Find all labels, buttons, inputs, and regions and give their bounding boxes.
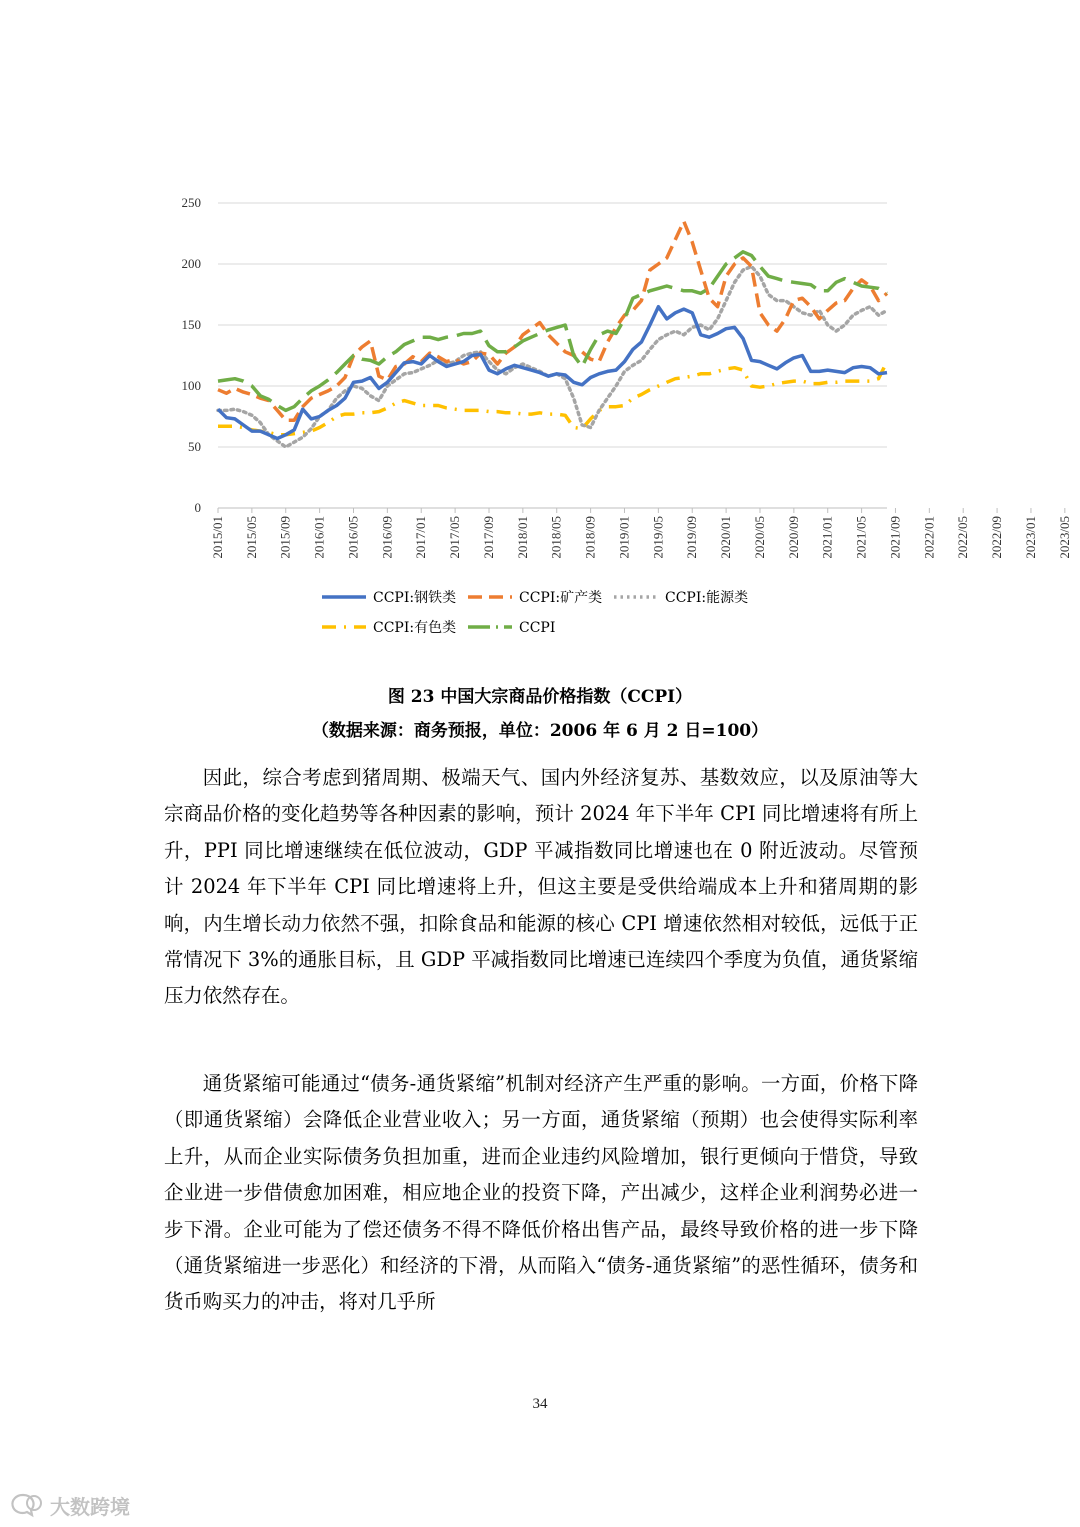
- x-tick-label: 2015/01: [210, 516, 225, 559]
- series-line: [218, 362, 887, 435]
- x-tick-label: 2020/01: [718, 516, 734, 559]
- x-tick-label: 2015/09: [277, 516, 293, 559]
- watermark-text: 大数跨境: [50, 1494, 130, 1519]
- x-tick-label: 2020/09: [785, 516, 801, 559]
- x-tick-label: 2018/09: [582, 516, 598, 559]
- chart-gridlines: [218, 203, 887, 508]
- ccpi-line-chart: [0, 0, 1080, 660]
- x-tick-label: 2022/05: [955, 516, 971, 559]
- x-tick-label: 2018/05: [548, 516, 564, 559]
- x-tick-label: 2021/01: [819, 516, 835, 559]
- legend-label: CCPI:矿产类: [519, 590, 603, 606]
- x-tick-label: 2016/09: [379, 516, 395, 559]
- body-paragraph-1: 因此，综合考虑到猪周期、极端天气、国内外经济复苏、基数效应，以及原油等大宗商品价格的变化趋势等各种因素的影响，预计 2024 年下半年 CPI 同比增速将有所上升，PPI 同比增速继续在低位波动，GDP 平减指数同比增速也在 0 附近波动。尽管预计 2024 年下半年 CPI 同比增速将上升，但这主要是受供给端成本上升和猪周期的影响，内生增长动力依然不强，扣除食品和能源的核心 CPI 增速依然相对较低，远低于正常情况下 3%的通胀目标，且 GDP 平减指数同比增速已连续四个季度为负值，通货紧缩压力依然存在。: [164, 766, 918, 1008]
- x-tick-label: 2023/01: [1022, 516, 1038, 559]
- x-tick-label: 2019/05: [650, 516, 666, 559]
- x-tick-label: 2021/05: [853, 516, 869, 559]
- y-axis-ticks: [182, 195, 202, 515]
- x-tick-label: 2017/05: [447, 516, 463, 559]
- chat-bubble-logo-icon: [10, 1492, 44, 1518]
- x-axis-ticks: [210, 508, 1080, 559]
- x-tick-label: 2016/05: [345, 516, 361, 559]
- y-tick-label: 0: [194, 500, 201, 515]
- figure-caption: 图 23 中国大宗商品价格指数（CCPI）: [387, 687, 693, 707]
- x-tick-label: 2023/05: [1056, 516, 1072, 559]
- series-line: [218, 221, 887, 420]
- x-tick-label: 2022/01: [921, 516, 937, 559]
- figure-source-note: （数据来源：商务预报，单位：2006 年 6 月 2 日=100）: [311, 721, 769, 741]
- page-number: 34: [532, 1396, 548, 1412]
- series-line: [218, 266, 887, 447]
- y-tick-label: 50: [188, 439, 201, 454]
- x-tick-label: 2019/01: [616, 516, 632, 559]
- x-tick-label: 2019/09: [684, 516, 700, 559]
- x-tick-label: 2020/05: [751, 516, 767, 559]
- body-paragraph-2: 通货紧缩可能通过“债务-通货紧缩”机制对经济产生严重的影响。一方面，价格下降（即通货紧缩）会降低企业营业收入；另一方面，通货紧缩（预期）也会使得实际利率上升，从而企业实际债务负担加重，进而企业违约风险增加，银行更倾向于惜贷，导致企业进一步借债愈加困难，相应地企业的投资下降，产出减少，这样企业利润势必进一步下滑。企业可能为了偿还债务不得不降低价格出售产品，最终导致价格的进一步下降（通货紧缩进一步恶化）和经济的下滑，从而陷入“债务-通货紧缩”的恶性循环，债务和货币购买力的冲击，将对几乎所: [164, 1072, 918, 1314]
- x-tick-label: 2016/01: [311, 516, 327, 559]
- chart-series-lines: [218, 221, 887, 447]
- y-tick-label: 100: [181, 378, 201, 393]
- legend-label: CCPI:能源类: [665, 590, 749, 606]
- x-tick-label: 2017/09: [480, 516, 496, 559]
- watermark: [10, 1490, 130, 1520]
- series-line: [218, 252, 887, 411]
- x-tick-label: 2022/09: [989, 516, 1005, 559]
- x-tick-label: 2015/05: [243, 516, 259, 559]
- y-tick-label: 200: [181, 256, 201, 271]
- legend-label: CCPI:钢铁类: [373, 590, 457, 606]
- x-tick-label: 2021/09: [887, 516, 903, 559]
- chart-legend: [322, 589, 748, 636]
- legend-label: CCPI:有色类: [373, 620, 457, 636]
- x-tick-label: 2018/01: [514, 516, 530, 559]
- y-tick-label: 250: [181, 195, 201, 210]
- y-tick-label: 150: [181, 317, 201, 332]
- legend-label: CCPI: [519, 620, 556, 636]
- x-tick-label: 2017/01: [413, 516, 429, 559]
